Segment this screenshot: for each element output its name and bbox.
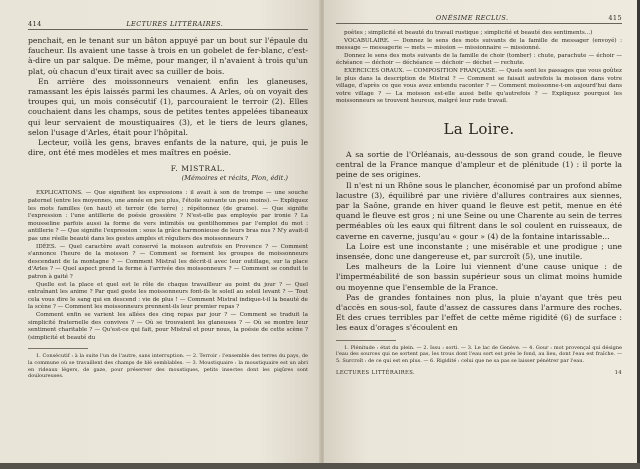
source-citation: (Mémoires et récits, Plon, édit.)	[181, 174, 288, 183]
left-paragraph: En arrière des moissonneurs venaient enfin les glaneuses, ramassant les épis laissés parmi les chaumes. A Arles, où on voyait des troupes qui, un mois consécutif (1), parcouraient le terroir (2). Elles couchaient dans les champs, sous de petites tentes appelées tibaneaux qui leur servaient de moustiquaires (3), et le tiers de leurs glanes, selon l'usage d'Arles, était pour l'hôpital.	[28, 76, 308, 137]
right-paragraph: Les malheurs de la Loire lui viennent d'une cause unique : de l'imperméabilité de son bassin supérieur sous un climat moins humide ou moyenne que l'ensemble de la France.	[336, 262, 622, 292]
left-running-head	[28, 20, 308, 30]
author-signature: F. MISTRAL.	[170, 164, 226, 174]
exercise-block: EXPLICATIONS. — Que signifient les expressions : il avait à son de trompe — une souche paternel (entre les moyennes, une année en peu plus, l'étoile suivante un peu moins). — Expliquez les mots familles (en haut) et terroir (de terre) ; répétonnez (de grame). — Que signifie l'expression : l'une antillerie de poésie grossière ? N'est-elle pas employée par ironie ? La mousseline parfois aussi la forme de vers intimités ou gentilhommes par l'emploi du mot : antillerie ? — Que signifie l'expression : sous la grâce harmonieuse de leurs bras nus ? N'y avait-il pas une réelle beauté dans les gestes amples et réguliers des moissonneurs ?	[28, 190, 308, 242]
chapter-heading: La Loire.	[443, 119, 515, 138]
left-footnotes: 1. Consécutif : à la suite l'un de l'autre, sans interruption. — 2. Terroir : l'ensemble des terres du pays, de la commune où se travaillent des champs de blé semblables. — 3. Moustiquaire : la moustiquaire est un abri en rideaux légers, de gaze, pour préserver des moustiques, petits insectes dont les piqûres sont douloureuses.	[28, 353, 308, 380]
footer-signature: LECTURES LITTÉRAIRES.	[336, 370, 416, 377]
left-running-title: LECTURES LITTÉRAIRES.	[126, 20, 224, 28]
exercise-block: Comment enfin se varient les allées des cinq repas par jour ? — Comment se traduit la simplicité fraternelle des convives ? — Où se trouvaient les glaneuses ? — Où se montre leur sentiment charitable ? — Qu'est-ce qui fait, pour Mistral et pour nous, la poésie de cette scène ? (simplicité et beauté du	[28, 311, 308, 341]
right-footnotes: 1. Plénitude : état du plein. — 2. Issu : sorti. — 3. Le lac de Genève. — 4. Gour : mot provençal qui désigne l'eau des sources qui ne sortent pas, les trous dont l'eau sort est près le fond, au lieu, dont l'eau est fraîche. — 5. Surcroît : de ce qui est en plus. — 6. Rigidité : celui que ne sa pas se laisser pénétrer par l'eau.	[336, 344, 622, 364]
exercise-block: EXERCICES ORAUX. — COMPOSITION FRANÇAISE. — Quels sont les passages que vous goûtez le plus dans la description de Mistral ? — Comment se faisait autrefois la moisson dans votre village, d'après ce que vous avez entendu raconter ? — Comment moissonne-t-on aujourd'hui dans votre village ? — La moisson est-elle aussi belle qu'autrefois ? — Expliquez pourquoi les moissonneurs se trouvent heureux, malgré leur rude travail.	[336, 67, 622, 105]
right-paragraph: Il n'est ni un Rhône sous le plancher, économisé par un profond abîme lacustre (3), équilibré par une rivière d'allures contraires aux siennes, par la Saône, grande en hiver quand le fleuve est petit, menue en été quand le fleuve est gros ; ni une Seine ou une Charente au sein de terres perméables où les eaux qui filtrent dans le sol coulent en ruisseaux, de caverne en caverne, jusqu'au « gour » (4) de la fontaine intarissable...	[336, 180, 622, 241]
exercise-block: IDÉES. — Quel caractère avait conservé la moisson autrefois en Provence ? — Comment s'annonce l'heure de la moisson ? — Comment se forment les groupes de moissonneurs descendant de la montagne ? — Comment Mistral les décrit-il avec leur outillage, sur la place d'Arles ? — Quel aspect prend la ferme à l'arrivée des moissonneurs ? — Comment se conduit le patron à gaité ?	[28, 243, 308, 280]
left-paragraph: Lecteur, voilà les gens, braves enfants de la nature, qui, je puis le dire, ont été mes modèles et mes maîtres en poésie.	[28, 138, 308, 158]
left-paragraph: penchait, en le tenant sur un bâton appuyé par un bout sur l'épaule du faucheur. Ils avaient une tasse à trois en un gobelet de fer-blanc, c'est-à-dire un par salque. De même, pour manger, il n'avaient à trois qu'un plat, où chacun d'eux tirait avec sa cuiller de bois.	[28, 36, 308, 76]
footer-sheet-number: 14	[614, 370, 622, 377]
left-page-number: 414	[28, 20, 42, 28]
footnote-rule	[28, 348, 88, 349]
right-running-title: ONÉSIME RECLUS.	[435, 14, 509, 22]
exercise-block: poètes ; simplicité et beauté du travail rustique ; simplicité et beauté des sentiments...)	[344, 30, 593, 36]
right-running-head	[336, 14, 622, 24]
book-edge-bottom	[0, 463, 640, 469]
right-paragraph: A sa sortie de l'Orléanais, au-dessous de son grand coude, le fleuve central de la France manque d'ampleur et de plénitude (1) : il porte la peine de ses origines.	[336, 149, 622, 180]
right-page	[324, 0, 640, 469]
right-page-number: 415	[608, 14, 622, 22]
right-paragraph: La Loire est une inconstante ; une misérable et une prodigue ; une insensée, donc une dangereuse et, par surcroît (5), une inutile.	[336, 241, 622, 261]
right-paragraph: Pas de grandes fontaines non plus, la pluie n'ayant que très peu d'accès en sous-sol, faute d'assez de cassures dans l'armure des roches. Et des crues terribles par l'effet de cette même rigidité (6) de surface : les eaux d'orages s'écoulent en	[336, 292, 622, 333]
exercise-block: Donnez le sens des mots suivants de la famille de choir (tomber) : chute, parachute — échoir — échéance — déchoir — déchéance — déchoir — déchet — rechute.	[336, 52, 622, 67]
footnote-rule	[336, 340, 396, 341]
exercise-block: Quelle est la place et quel est le rôle de chaque travailleur au point du jour ? — Quel entraînant les anime ? Par quel geste les moissonneurs font-ils le soleil au soleil levant ? — Tout cela vous dire le sang qui en descend : vie de plus ! — Comment Mistral indique-t-il la beauté de la scène ? — Comment les moissonneurs prennent-ils leur premier repas ?	[28, 281, 308, 311]
right-page-footer	[336, 370, 622, 376]
exercise-block: VOCABULAIRE. — Donnez le sens des mots suivants de la famille de messager (envoyé) : message — messagerie — mets — mission — missionnaire — missionné.	[336, 37, 622, 52]
